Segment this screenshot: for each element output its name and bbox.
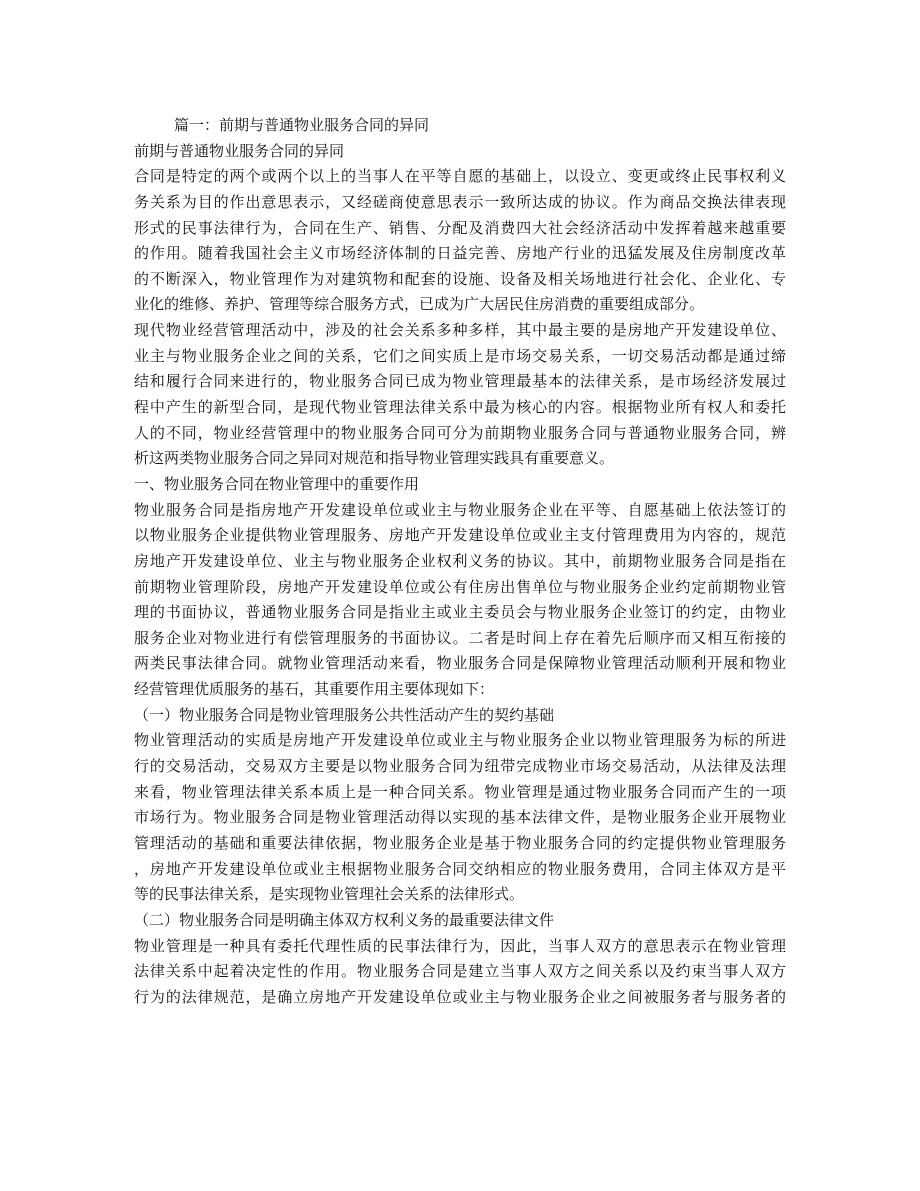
text-line: 两类民事法律合同。就物业管理活动来看，物业服务合同是保障物业管理活动顺利开展和物业 <box>134 654 786 673</box>
text-line: 合同是特定的两个或两个以上的当事人在平等自愿的基础上，以设立、变更或终止民事权利义 <box>134 167 786 186</box>
text-line: 前期物业管理阶段，房地产开发建设单位或公有住房出售单位与物业服务企业约定前期物业管 <box>134 577 786 596</box>
text-line: 来看，物业管理法律关系本质上是一种合同关系。物业管理是通过物业服务合同而产生的一项 <box>134 782 786 801</box>
text-line: 管理活动的基础和重要法律依据，物业服务企业是基于物业服务合同的约定提供物业管理服务 <box>134 833 786 852</box>
text-line: 结和履行合同来进行的，物业服务合同已成为物业管理最基本的法律关系，是市场经济发展过 <box>134 372 786 391</box>
document-title: 前期与普通物业服务合同的异同 <box>134 141 345 160</box>
text-line: 行为的法律规范，是确立房地产开发建设单位或业主与物业服务企业之间被服务者与服务者的 <box>134 987 786 1006</box>
text-line: 行的交易活动，交易双方主要是以物业服务合同为纽带完成物业市场交易活动，从法律及法理 <box>134 757 786 776</box>
text-line: 物业服务合同是指房地产开发建设单位或业主与物业服务企业在平等、自愿基础上依法签订的 <box>134 500 786 519</box>
text-line: 理的书面协议，普通物业服务合同是指业主或业主委员会与物业服务企业签订的约定，由物业 <box>134 603 786 622</box>
text-line: 的作用。随着我国社会主义市场经济体制的日益完善、房地产行业的迅猛发展及住房制度改革 <box>134 244 786 263</box>
text-line: 形式的民事法律行为，合同在生产、销售、分配及消费四大社会经济活动中发挥着越来越重要 <box>134 218 786 237</box>
subsection-heading: （二）物业服务合同是明确主体双方权利义务的最重要法律文件 <box>134 910 555 929</box>
text-line: 法律关系中起着决定性的作用。物业服务合同是建立当事人双方之间关系以及约束当事人双方 <box>134 962 786 981</box>
document-heading: 篇一：前期与普通物业服务合同的异同 <box>174 116 430 134</box>
subsection-heading: （一）物业服务合同是物业管理服务公共性活动产生的契约基础 <box>134 705 555 724</box>
document-body <box>134 113 786 1010</box>
text-line: 市场行为。物业服务合同是物业管理活动得以实现的基本法律文件，是物业服务企业开展物业 <box>134 808 786 827</box>
text-line: 房地产开发建设单位、业主与物业服务企业权利义务的协议。其中，前期物业服务合同是指在 <box>134 551 786 570</box>
text-line: 业主与物业服务企业之间的关系，它们之间实质上是市场交易关系，一切交易活动都是通过缔 <box>134 346 786 365</box>
text-line: 业化的维修、养护、管理等综合服务方式，已成为广大居民住房消费的重要组成部分。 <box>134 295 705 314</box>
section-heading: 一、物业服务合同在物业管理中的重要作用 <box>134 474 420 493</box>
text-line: 务关系为目的作出意思表示，又经磋商使意思表示一致所达成的协议。作为商品交换法律表现 <box>134 192 786 211</box>
text-line: 析这两类物业服务合同之异同对规范和指导物业管理实践具有重要意义。 <box>134 449 615 468</box>
text-line: 现代物业经营管理活动中，涉及的社会关系多种多样，其中最主要的是房地产开发建设单位、 <box>134 321 786 340</box>
text-line: 程中产生的新型合同，是现代物业管理法律关系中最为核心的内容。根据物业所有权人和委托 <box>134 398 786 417</box>
text-line: 物业管理活动的实质是房地产开发建设单位或业主与物业服务企业以物业管理服务为标的所进 <box>134 731 786 750</box>
text-line: 的不断深入，物业管理作为对建筑物和配套的设施、设备及相关场地进行社会化、企业化、专 <box>134 269 786 288</box>
text-line: 物业管理是一种具有委托代理性质的民事法律行为，因此，当事人双方的意思表示在物业管理 <box>134 936 786 955</box>
text-line: 以物业服务企业提供物业管理服务、房地产开发建设单位或业主支付管理费用为内容的，规范 <box>134 526 786 545</box>
text-line: 人的不同，物业经营管理中的物业服务合同可分为前期物业服务合同与普通物业服务合同，辨 <box>134 423 786 442</box>
text-line: 经营管理优质服务的基石，其重要作用主要体现如下： <box>134 680 495 699</box>
text-line: ，房地产开发建设单位或业主根据物业服务合同交纳相应的物业服务费用，合同主体双方是平 <box>134 859 786 878</box>
text-line: 服务企业对物业进行有偿管理服务的书面协议。二者是时间上存在着先后顺序而又相互衔接的 <box>134 628 786 647</box>
text-line: 等的民事法律关系，是实现物业管理社会关系的法律形式。 <box>134 885 525 904</box>
